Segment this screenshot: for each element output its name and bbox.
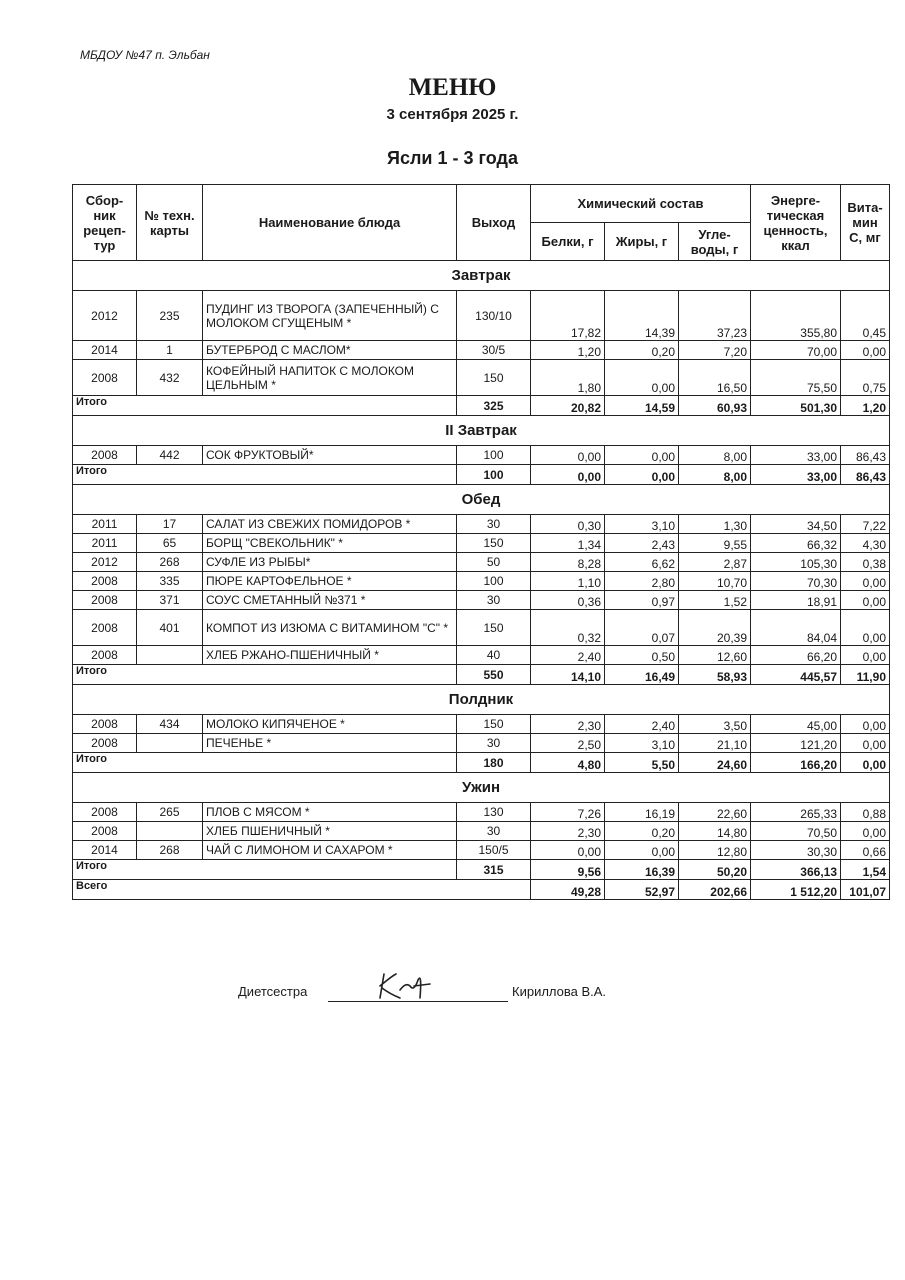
card-number: 268 xyxy=(137,841,203,860)
collection-year: 2008 xyxy=(73,572,137,591)
menu-row xyxy=(73,803,890,822)
total-protein: 20,82 xyxy=(531,396,605,416)
value-protein: 0,00 xyxy=(531,841,605,860)
grand-total xyxy=(73,880,890,900)
dish-yield: 50 xyxy=(457,553,531,572)
section-total xyxy=(73,665,890,685)
header-protein: Белки, г xyxy=(531,223,605,261)
value-protein: 2,50 xyxy=(531,734,605,753)
value-protein: 0,36 xyxy=(531,591,605,610)
dish-name: ХЛЕБ РЖАНО-ПШЕНИЧНЫЙ * xyxy=(203,646,457,665)
dish-name: ЧАЙ С ЛИМОНОМ И САХАРОМ * xyxy=(203,841,457,860)
value-protein: 2,30 xyxy=(531,715,605,734)
value-vit: 0,75 xyxy=(841,360,890,396)
value-energy: 84,04 xyxy=(751,610,841,646)
value-energy: 70,00 xyxy=(751,341,841,360)
section-title: Ужин xyxy=(73,773,890,803)
value-carbs: 1,52 xyxy=(679,591,751,610)
value-energy: 33,00 xyxy=(751,446,841,465)
dish-name: БУТЕРБРОД С МАСЛОМ* xyxy=(203,341,457,360)
signer-role: Диетсестра xyxy=(238,984,308,999)
value-energy: 75,50 xyxy=(751,360,841,396)
value-protein: 1,34 xyxy=(531,534,605,553)
menu-row xyxy=(73,610,890,646)
menu-row xyxy=(73,822,890,841)
value-vit: 7,22 xyxy=(841,515,890,534)
value-carbs: 8,00 xyxy=(679,446,751,465)
value-fat: 3,10 xyxy=(605,734,679,753)
value-vit: 0,00 xyxy=(841,715,890,734)
collection-year: 2011 xyxy=(73,534,137,553)
total-yield: 550 xyxy=(457,665,531,685)
dish-yield: 100 xyxy=(457,446,531,465)
total-protein: 4,80 xyxy=(531,753,605,773)
value-protein: 0,32 xyxy=(531,610,605,646)
header-carbs: Угле-воды, г xyxy=(679,223,751,261)
dish-yield: 150 xyxy=(457,715,531,734)
dish-yield: 150 xyxy=(457,610,531,646)
dish-name: МОЛОКО КИПЯЧЕНОЕ * xyxy=(203,715,457,734)
value-vit: 0,00 xyxy=(841,646,890,665)
value-protein: 1,10 xyxy=(531,572,605,591)
total-fat: 14,59 xyxy=(605,396,679,416)
dish-yield: 150/5 xyxy=(457,841,531,860)
collection-year: 2008 xyxy=(73,822,137,841)
dish-name: ПУДИНГ ИЗ ТВОРОГА (ЗАПЕЧЕННЫЙ) С МОЛОКОМ СГУЩЕНЫМ * xyxy=(203,291,457,341)
value-carbs: 7,20 xyxy=(679,341,751,360)
menu-row xyxy=(73,646,890,665)
card-number: 442 xyxy=(137,446,203,465)
collection-year: 2008 xyxy=(73,646,137,665)
total-vit: 11,90 xyxy=(841,665,890,685)
total-energy: 166,20 xyxy=(751,753,841,773)
grand-energy: 1 512,20 xyxy=(751,880,841,900)
value-carbs: 22,60 xyxy=(679,803,751,822)
section-title: Обед xyxy=(73,485,890,515)
menu-row xyxy=(73,591,890,610)
card-number: 65 xyxy=(137,534,203,553)
value-fat: 0,20 xyxy=(605,822,679,841)
section-title: II Завтрак xyxy=(73,416,890,446)
grand-vit: 101,07 xyxy=(841,880,890,900)
value-fat: 2,43 xyxy=(605,534,679,553)
menu-body xyxy=(73,261,890,900)
value-fat: 0,00 xyxy=(605,841,679,860)
collection-year: 2014 xyxy=(73,841,137,860)
total-carbs: 50,20 xyxy=(679,860,751,880)
card-number xyxy=(137,822,203,841)
value-vit: 0,00 xyxy=(841,610,890,646)
menu-row xyxy=(73,515,890,534)
collection-year: 2012 xyxy=(73,553,137,572)
card-number: 335 xyxy=(137,572,203,591)
collection-year: 2008 xyxy=(73,803,137,822)
card-number: 434 xyxy=(137,715,203,734)
value-fat: 3,10 xyxy=(605,515,679,534)
value-vit: 0,00 xyxy=(841,822,890,841)
grand-protein: 49,28 xyxy=(531,880,605,900)
total-label: Итого xyxy=(73,860,457,880)
value-carbs: 2,87 xyxy=(679,553,751,572)
value-energy: 45,00 xyxy=(751,715,841,734)
dish-yield: 30 xyxy=(457,591,531,610)
collection-year: 2014 xyxy=(73,341,137,360)
header-collection: Сбор-ник рецеп-тур xyxy=(73,185,137,261)
total-carbs: 58,93 xyxy=(679,665,751,685)
value-carbs: 16,50 xyxy=(679,360,751,396)
value-vit: 0,00 xyxy=(841,734,890,753)
signature-image xyxy=(370,968,440,1008)
card-number xyxy=(137,646,203,665)
value-energy: 66,20 xyxy=(751,646,841,665)
value-vit: 0,88 xyxy=(841,803,890,822)
section-title: Полдник xyxy=(73,685,890,715)
value-fat: 0,00 xyxy=(605,446,679,465)
header-chem: Химический состав xyxy=(531,185,751,223)
total-vit: 1,20 xyxy=(841,396,890,416)
value-vit: 0,66 xyxy=(841,841,890,860)
total-fat: 5,50 xyxy=(605,753,679,773)
header-card: № техн. карты xyxy=(137,185,203,261)
menu-row xyxy=(73,572,890,591)
total-carbs: 8,00 xyxy=(679,465,751,485)
collection-year: 2008 xyxy=(73,715,137,734)
dish-yield: 30 xyxy=(457,515,531,534)
header-vitamin: Вита-мин С, мг xyxy=(841,185,890,261)
section-total xyxy=(73,753,890,773)
value-carbs: 37,23 xyxy=(679,291,751,341)
total-energy: 445,57 xyxy=(751,665,841,685)
menu-row xyxy=(73,734,890,753)
value-protein: 8,28 xyxy=(531,553,605,572)
page-title: МЕНЮ xyxy=(408,74,497,101)
value-fat: 0,97 xyxy=(605,591,679,610)
value-vit: 0,00 xyxy=(841,341,890,360)
total-vit: 0,00 xyxy=(841,753,890,773)
dish-name: ХЛЕБ ПШЕНИЧНЫЙ * xyxy=(203,822,457,841)
value-carbs: 20,39 xyxy=(679,610,751,646)
dish-name: СУФЛЕ ИЗ РЫБЫ* xyxy=(203,553,457,572)
dish-yield: 40 xyxy=(457,646,531,665)
value-carbs: 21,10 xyxy=(679,734,751,753)
dish-yield: 130 xyxy=(457,803,531,822)
value-fat: 0,50 xyxy=(605,646,679,665)
value-vit: 0,00 xyxy=(841,591,890,610)
collection-year: 2008 xyxy=(73,591,137,610)
value-energy: 30,30 xyxy=(751,841,841,860)
total-energy: 366,13 xyxy=(751,860,841,880)
dish-yield: 150 xyxy=(457,534,531,553)
collection-year: 2008 xyxy=(73,360,137,396)
value-fat: 14,39 xyxy=(605,291,679,341)
total-energy: 501,30 xyxy=(751,396,841,416)
total-fat: 0,00 xyxy=(605,465,679,485)
total-carbs: 60,93 xyxy=(679,396,751,416)
value-energy: 105,30 xyxy=(751,553,841,572)
dish-yield: 130/10 xyxy=(457,291,531,341)
dish-yield: 150 xyxy=(457,360,531,396)
menu-row xyxy=(73,360,890,396)
value-protein: 2,30 xyxy=(531,822,605,841)
header-yield: Выход xyxy=(457,185,531,261)
total-protein: 0,00 xyxy=(531,465,605,485)
dish-yield: 30/5 xyxy=(457,341,531,360)
dish-name: ПЛОВ С МЯСОМ * xyxy=(203,803,457,822)
value-vit: 0,38 xyxy=(841,553,890,572)
value-vit: 0,45 xyxy=(841,291,890,341)
section-total xyxy=(73,396,890,416)
value-energy: 70,30 xyxy=(751,572,841,591)
value-protein: 1,80 xyxy=(531,360,605,396)
section-title: Завтрак xyxy=(73,261,890,291)
total-carbs: 24,60 xyxy=(679,753,751,773)
value-carbs: 12,80 xyxy=(679,841,751,860)
total-protein: 9,56 xyxy=(531,860,605,880)
dish-yield: 100 xyxy=(457,572,531,591)
menu-table xyxy=(72,184,890,900)
total-fat: 16,49 xyxy=(605,665,679,685)
value-protein: 0,30 xyxy=(531,515,605,534)
total-vit: 86,43 xyxy=(841,465,890,485)
value-fat: 6,62 xyxy=(605,553,679,572)
dish-name: КОМПОТ ИЗ ИЗЮМА С ВИТАМИНОМ "С" * xyxy=(203,610,457,646)
value-carbs: 12,60 xyxy=(679,646,751,665)
total-label: Итого xyxy=(73,396,457,416)
value-fat: 16,19 xyxy=(605,803,679,822)
value-energy: 121,20 xyxy=(751,734,841,753)
value-vit: 4,30 xyxy=(841,534,890,553)
organization-name: МБДОУ №47 п. Эльбан xyxy=(80,48,210,62)
card-number: 235 xyxy=(137,291,203,341)
menu-row xyxy=(73,553,890,572)
value-carbs: 9,55 xyxy=(679,534,751,553)
value-energy: 18,91 xyxy=(751,591,841,610)
card-number: 1 xyxy=(137,341,203,360)
value-vit: 86,43 xyxy=(841,446,890,465)
menu-row xyxy=(73,841,890,860)
card-number xyxy=(137,734,203,753)
total-fat: 16,39 xyxy=(605,860,679,880)
total-label: Итого xyxy=(73,665,457,685)
dish-yield: 30 xyxy=(457,734,531,753)
value-protein: 0,00 xyxy=(531,446,605,465)
card-number: 371 xyxy=(137,591,203,610)
grand-total-label: Всего xyxy=(73,880,531,900)
value-protein: 1,20 xyxy=(531,341,605,360)
dish-name: САЛАТ ИЗ СВЕЖИХ ПОМИДОРОВ * xyxy=(203,515,457,534)
total-yield: 325 xyxy=(457,396,531,416)
value-carbs: 3,50 xyxy=(679,715,751,734)
grand-carbs: 202,66 xyxy=(679,880,751,900)
total-vit: 1,54 xyxy=(841,860,890,880)
header-dish: Наименование блюда xyxy=(203,185,457,261)
dish-name: ПЕЧЕНЬЕ * xyxy=(203,734,457,753)
value-energy: 265,33 xyxy=(751,803,841,822)
age-group: Ясли 1 - 3 года xyxy=(387,148,518,168)
menu-row xyxy=(73,715,890,734)
value-fat: 0,20 xyxy=(605,341,679,360)
value-energy: 355,80 xyxy=(751,291,841,341)
value-fat: 0,00 xyxy=(605,360,679,396)
value-protein: 2,40 xyxy=(531,646,605,665)
menu-row xyxy=(73,341,890,360)
menu-row xyxy=(73,446,890,465)
section-total xyxy=(73,465,890,485)
dish-name: БОРЩ "СВЕКОЛЬНИК" * xyxy=(203,534,457,553)
dish-name: СОУС СМЕТАННЫЙ №371 * xyxy=(203,591,457,610)
card-number: 265 xyxy=(137,803,203,822)
dish-yield: 30 xyxy=(457,822,531,841)
total-label: Итого xyxy=(73,465,457,485)
value-carbs: 10,70 xyxy=(679,572,751,591)
value-carbs: 1,30 xyxy=(679,515,751,534)
value-fat: 0,07 xyxy=(605,610,679,646)
card-number: 17 xyxy=(137,515,203,534)
dish-name: ПЮРЕ КАРТОФЕЛЬНОЕ * xyxy=(203,572,457,591)
value-energy: 34,50 xyxy=(751,515,841,534)
header-fat: Жиры, г xyxy=(605,223,679,261)
collection-year: 2008 xyxy=(73,610,137,646)
card-number: 268 xyxy=(137,553,203,572)
collection-year: 2008 xyxy=(73,734,137,753)
value-protein: 17,82 xyxy=(531,291,605,341)
collection-year: 2011 xyxy=(73,515,137,534)
total-label: Итого xyxy=(73,753,457,773)
total-protein: 14,10 xyxy=(531,665,605,685)
value-fat: 2,80 xyxy=(605,572,679,591)
header-energy: Энерге-тическая ценность, ккал xyxy=(751,185,841,261)
menu-row xyxy=(73,534,890,553)
total-yield: 100 xyxy=(457,465,531,485)
total-energy: 33,00 xyxy=(751,465,841,485)
dish-name: КОФЕЙНЫЙ НАПИТОК С МОЛОКОМ ЦЕЛЬНЫМ * xyxy=(203,360,457,396)
value-fat: 2,40 xyxy=(605,715,679,734)
value-carbs: 14,80 xyxy=(679,822,751,841)
section-total xyxy=(73,860,890,880)
menu-row xyxy=(73,291,890,341)
card-number: 401 xyxy=(137,610,203,646)
dish-name: СОК ФРУКТОВЫЙ* xyxy=(203,446,457,465)
card-number: 432 xyxy=(137,360,203,396)
collection-year: 2012 xyxy=(73,291,137,341)
grand-fat: 52,97 xyxy=(605,880,679,900)
total-yield: 315 xyxy=(457,860,531,880)
value-vit: 0,00 xyxy=(841,572,890,591)
signer-name: Кириллова В.А. xyxy=(512,984,607,999)
total-yield: 180 xyxy=(457,753,531,773)
value-protein: 7,26 xyxy=(531,803,605,822)
value-energy: 70,50 xyxy=(751,822,841,841)
value-energy: 66,32 xyxy=(751,534,841,553)
collection-year: 2008 xyxy=(73,446,137,465)
menu-date: 3 сентября 2025 г. xyxy=(386,106,519,123)
